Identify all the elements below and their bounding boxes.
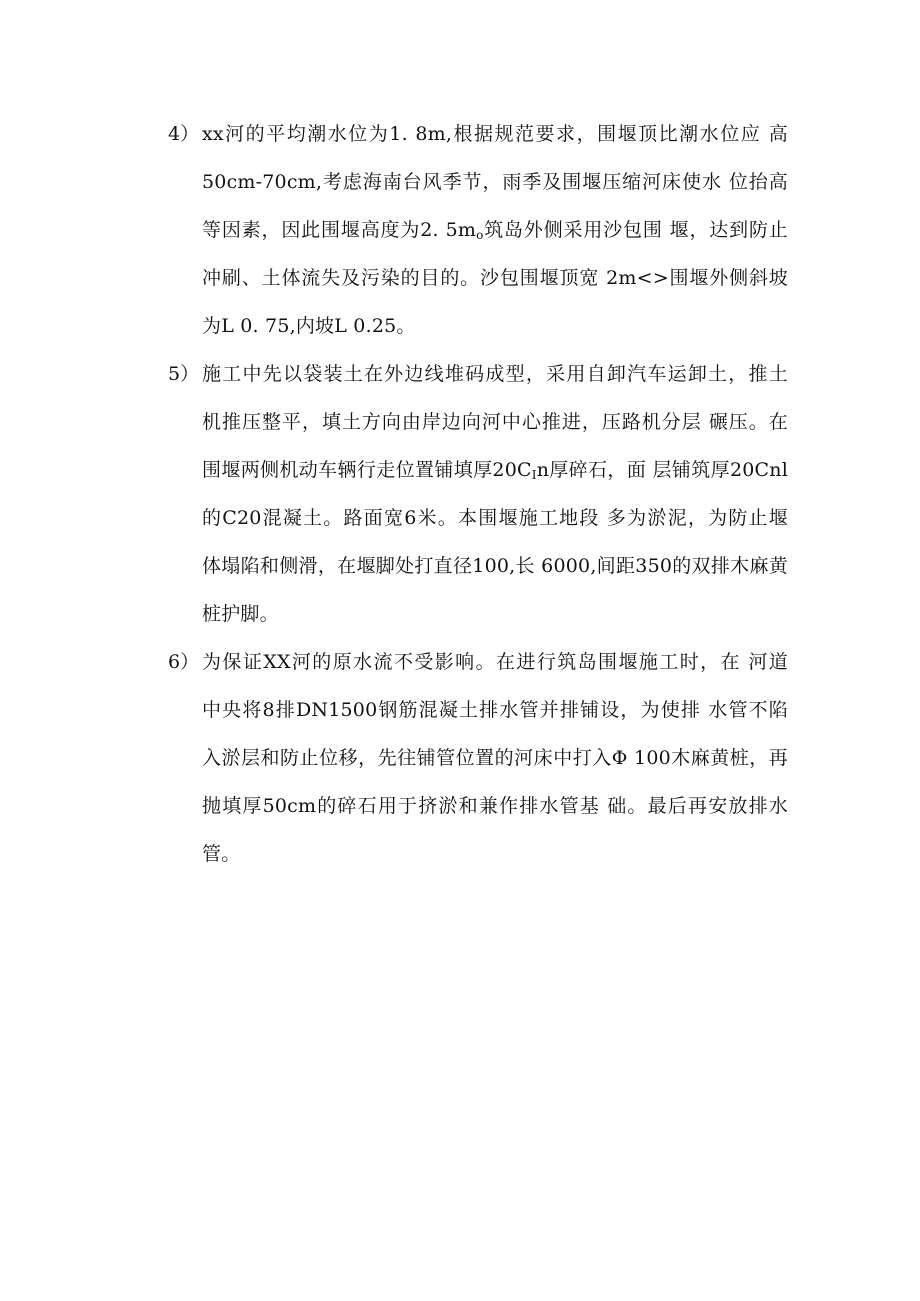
text-line: 机推压整平，填土方向由岸边向河中心推进，压路机分层 碾压。在	[202, 411, 788, 433]
text-line: xx河的平均潮水位为1. 8m,根据规范要求，围堰顶比潮水位应 高	[202, 123, 788, 145]
item-number: 4）	[168, 123, 200, 145]
paragraph-body	[202, 638, 788, 878]
text-run: 等因素，因此围堰高度为2. 5m	[202, 219, 477, 241]
text-run: 筑岛外侧采用沙包围 堰，达到防止	[483, 219, 788, 241]
text-line: 桩护脚。	[202, 603, 279, 625]
text-line: 为保证XX河的原水流不受影响。在进行筑岛围堰施工时，在 河道	[202, 651, 788, 673]
text-line: 的C20混凝土。路面宽6米。本围堰施工地段 多为淤泥，为防止堰	[202, 507, 788, 529]
text-line: 管。	[202, 843, 241, 865]
item-number: 6）	[168, 651, 200, 673]
subscript: o	[476, 228, 484, 242]
text-line: 抛填厚50cm的碎石用于挤淤和兼作排水管基 础。最后再安放排水	[202, 795, 788, 817]
text-line: 体塌陷和侧滑，在堰脚处打直径100,长 6000,间距350的双排木麻黄	[202, 555, 788, 577]
text-line: 为L 0. 75,内坡L 0.25。	[202, 315, 416, 337]
text-line: 施工中先以袋装土在外边线堆码成型，采用自卸汽车运卸土，推土	[202, 363, 788, 385]
text-line	[202, 206, 788, 254]
paragraph-body	[202, 110, 788, 350]
text-run: 围堰两侧机动车辆行走位置铺填厚20C	[202, 459, 532, 481]
text-line	[202, 446, 788, 494]
text-line: 入淤层和防止位移，先往铺管位置的河床中打入Φ 100木麻黄桩，再	[202, 747, 788, 769]
item-number: 5）	[168, 363, 200, 385]
text-run: n厚碎石，面 层铺筑厚20Cnl	[536, 459, 788, 481]
text-line: 50cm-70cm,考虑海南台风季节，雨季及围堰压缩河床使水 位抬高	[202, 171, 788, 193]
text-line: 冲刷、土体流失及污染的目的。沙包围堰顶宽 2m<>围堰外侧斜坡	[202, 267, 788, 289]
text-line: 中央将8排DN1500钢筋混凝土排水管并排铺设，为使排 水管不陷	[202, 699, 788, 721]
paragraph-body	[202, 350, 788, 638]
subscript: I	[531, 468, 537, 482]
